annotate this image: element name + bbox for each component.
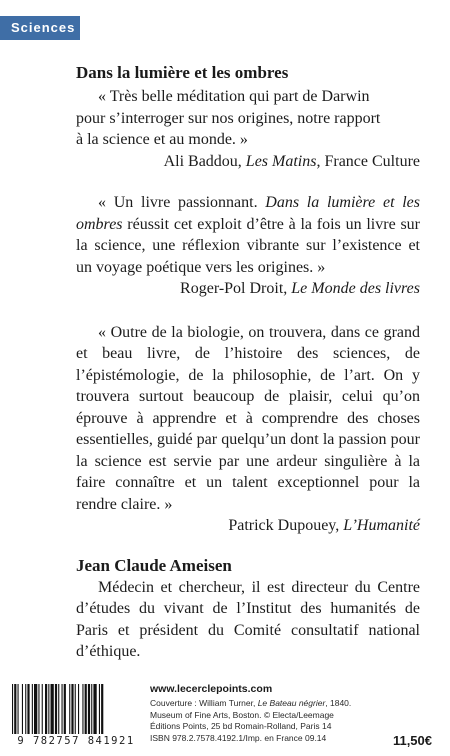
credit-line-3: Éditions Points, 25 bd Romain-Rolland, Paris 14 — [150, 721, 332, 731]
quote-3-attribution — [76, 515, 420, 537]
back-cover-text — [76, 62, 420, 663]
author-bio: Médecin et chercheur, il est directeur du Centre d’études du vivant de l’Institut des humanités de Paris et président du Comité consultatif national d’éthique. — [76, 578, 420, 660]
price: 11,50€ — [392, 733, 432, 748]
barcode-digits: 9 782757 841921 — [6, 734, 146, 748]
quote-2-attribution — [76, 278, 420, 300]
author-name: Jean Claude Ameisen — [76, 555, 232, 575]
review-quote-2 — [76, 192, 420, 300]
quote-2-text-post: réussit cet exploit d’être à la fois un livre sur la science, une réflexion vibrante sur l’existence et un voyage poétique vers les origines. » — [76, 215, 420, 276]
credits — [150, 698, 380, 744]
quote-3-source: L’Humanité — [343, 517, 420, 534]
quote-2-author: Roger-Pol Droit, — [180, 280, 292, 297]
quote-1-source-suffix: , France Culture — [316, 152, 420, 170]
quote-2-text-pre: « Un livre passionnant. — [98, 194, 266, 211]
category-badge: Sciences — [0, 16, 80, 40]
credit-line-2: Museum of Fine Arts, Boston. © Electa/Leemage — [150, 709, 334, 720]
barcode-bars — [6, 684, 146, 734]
credit-1-italic: Le Bateau négrier — [257, 698, 326, 708]
credit-line-4: ISBN 978.2.7578.4192.1/Imp. en France 09.14 — [150, 732, 327, 743]
quote-2-text — [76, 192, 420, 278]
quote-1-source: Les Matins — [245, 152, 317, 170]
credit-line-1 — [150, 698, 380, 710]
quote-2-source: Le Monde des livres — [291, 280, 420, 297]
quote-1-author: Ali Baddou, — [163, 152, 246, 170]
quote-1-line-3: à la science et au monde. » — [76, 131, 248, 148]
quote-3-text: « Outre de la biologie, on trouvera, dans ce grand et beau livre, de l’histoire des sciences, de l’épistémologie, de la philosophie, de l’art. On y trouvera surtout beaucoup de plaisir, celui qu’on éprouve à apprendre et à comprendre des choses essentielles, guidé par quelqu’un dont la passion pour la science est servie par une ardeur singulière à la faire connaître et un talent exceptionnel pour la rendre claire. » — [76, 323, 420, 513]
quote-1-line-1: « Très belle méditation qui part de Darwin — [98, 88, 370, 105]
publisher-url[interactable]: www.lecerclepoints.com — [150, 683, 273, 695]
quote-3-author: Patrick Dupouey, — [228, 517, 344, 534]
quote-1-attribution — [76, 151, 420, 173]
quote-1-line-2: pour s’interroger sur nos origines, notre rapport — [76, 109, 381, 127]
review-quote-3 — [76, 322, 420, 537]
credit-1-pre: Couverture : William Turner, — [150, 698, 258, 708]
book-title: Dans la lumière et les ombres — [76, 63, 289, 82]
review-quote-1 — [76, 86, 420, 172]
credit-1-post: , 1840. — [325, 698, 352, 708]
quote-2-text-italic: Dans la lumière et les ombres — [76, 194, 420, 233]
